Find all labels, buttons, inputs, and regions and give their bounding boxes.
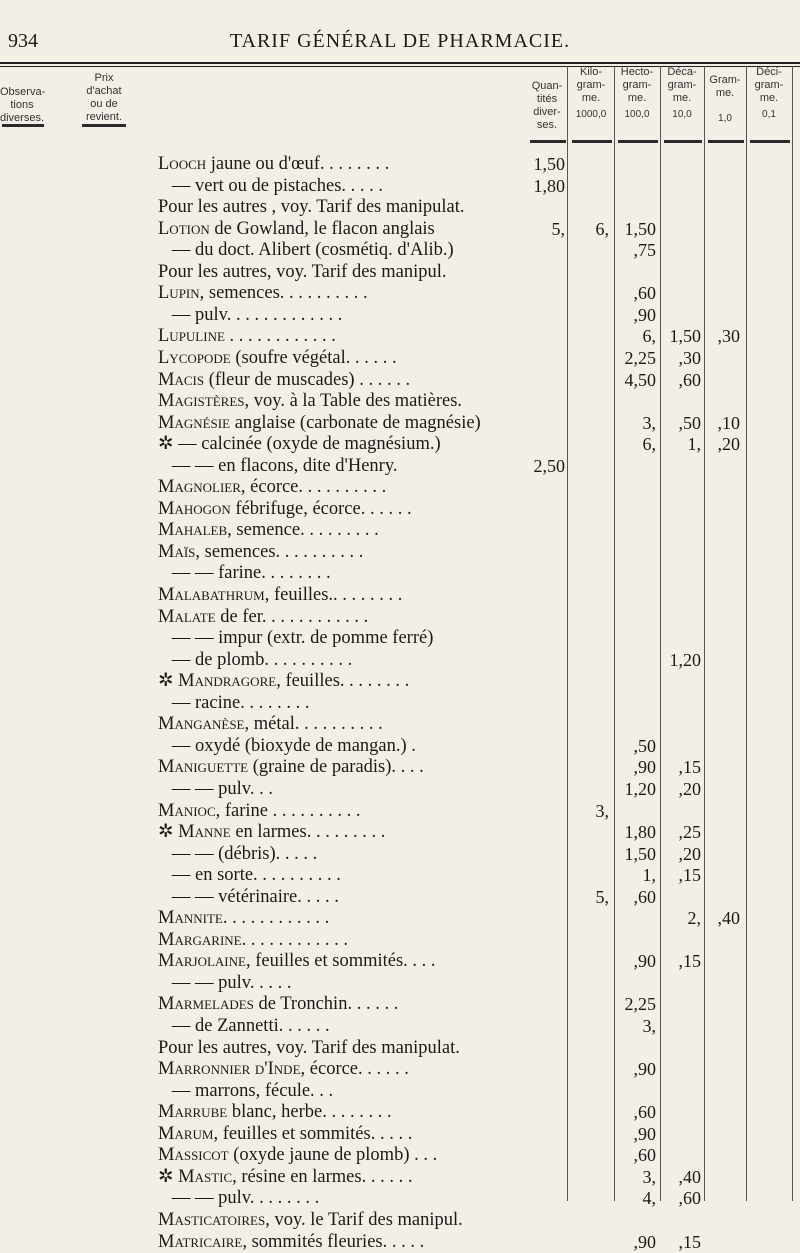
price-d: ,15	[678, 757, 701, 778]
header-bar	[572, 140, 612, 143]
table-row	[0, 519, 800, 541]
entry-text: — du doct. Alibert (cosmétiq. d'Alib.)	[158, 240, 454, 261]
entry-text: en larmes. . . . . . . . .	[230, 822, 386, 843]
col-prix: Prix d'achat ou de revient.	[85, 72, 123, 123]
entry-text: jaune ou d'œuf. . . . . . . .	[206, 154, 390, 174]
row-label	[158, 972, 528, 994]
col-quantites: Quan- tités diver- ses.	[531, 80, 563, 131]
price-h: ,90	[633, 1231, 656, 1252]
row-label	[158, 843, 528, 865]
entry-text: blanc, herbe. . . . . . . .	[227, 1102, 392, 1123]
table-row	[0, 627, 800, 649]
row-label	[158, 692, 528, 714]
table-row	[0, 304, 800, 326]
entry-text: Pour les autres , voy. Tarif des manipulat.	[158, 197, 465, 218]
row-label	[158, 864, 528, 886]
table-row	[0, 649, 800, 671]
entry-text: — — pulv. . .	[158, 778, 273, 799]
price-k: 5,	[595, 886, 609, 907]
price-k: 3,	[595, 800, 609, 821]
price-h: ,50	[633, 735, 656, 756]
price-h: ,90	[633, 1123, 656, 1144]
entry-text: ✲ — calcinée (oxyde de magnésium.)	[158, 434, 441, 455]
entry-name: Maniguette	[158, 757, 249, 778]
table-row	[0, 196, 800, 218]
table-row	[0, 1080, 800, 1102]
price-h: 2,25	[624, 994, 656, 1015]
entry-name: Malate	[158, 606, 216, 627]
row-label	[158, 1231, 528, 1253]
row-label	[158, 649, 528, 671]
header-bar	[750, 140, 790, 143]
entry-text: — — impur (extr. de pomme ferré)	[158, 628, 434, 649]
price-h: ,90	[633, 757, 656, 778]
entry-name: Marmelades	[158, 994, 254, 1015]
col-gramme	[705, 74, 745, 125]
price-h: ,60	[633, 1102, 656, 1123]
entry-text: — — en flacons, dite d'Henry.	[158, 455, 398, 476]
entry-text: de Gowland, le flacon anglais	[209, 218, 435, 239]
table-row	[0, 347, 800, 369]
entry-name: Marjolaine	[158, 951, 246, 972]
col-deca-value: 10,0	[672, 109, 692, 120]
entry-text: — pulv. . . . . . . . . . . . .	[158, 304, 343, 325]
table-row	[0, 1123, 800, 1145]
col-deci-label: Déci- gram- me.	[754, 66, 784, 104]
table-row	[0, 498, 800, 520]
header-bar	[664, 140, 702, 143]
header-bar	[530, 140, 566, 143]
table-row	[0, 325, 800, 347]
row-label	[158, 1037, 528, 1059]
table-row	[0, 864, 800, 886]
header-bar	[82, 124, 126, 127]
header-bar	[2, 124, 44, 127]
page-header	[0, 30, 800, 58]
row-label	[158, 778, 528, 800]
entry-text: , semences. . . . . . . . . .	[195, 541, 364, 562]
price-d: 1,20	[669, 649, 701, 670]
row-label	[158, 735, 528, 757]
table-row	[0, 261, 800, 283]
entry-text: , feuilles.. . . . . . . .	[264, 585, 403, 605]
table-row	[0, 800, 800, 822]
entry-name: Magnésie	[158, 412, 231, 433]
table-row	[0, 1209, 800, 1231]
row-label	[158, 993, 528, 1015]
price-h: 3,	[642, 412, 656, 433]
entry-name: Manioc	[158, 800, 216, 821]
row-label	[158, 1123, 528, 1145]
header-rule	[0, 62, 800, 64]
entry-text: , métal. . . . . . . . . .	[244, 714, 383, 735]
col-deci-value: 0,1	[762, 109, 776, 120]
table-row	[0, 412, 800, 434]
entry-text: — de plomb. . . . . . . . . .	[158, 649, 353, 670]
row-label	[158, 584, 528, 606]
entry-text: — en sorte. . . . . . . . . .	[158, 865, 341, 886]
price-h: ,60	[633, 283, 656, 304]
entry-text: — de Zannetti. . . . . .	[158, 1016, 330, 1036]
entry-text: — racine. . . . . . . .	[158, 692, 310, 713]
entry-text: . . . . . . . . . . . .	[222, 908, 330, 929]
row-label	[158, 519, 528, 541]
entry-name: Lotion	[158, 218, 210, 239]
price-q: 5,	[551, 218, 565, 239]
row-label	[158, 412, 528, 434]
entry-text: (graine de paradis). . . .	[248, 757, 424, 778]
table-row	[0, 972, 800, 994]
entry-text: de fer. . . . . . . . . . . .	[215, 606, 369, 627]
row-label	[158, 153, 528, 175]
col-deci	[747, 66, 791, 121]
row-label	[158, 821, 528, 843]
table-row	[0, 455, 800, 477]
entry-text: , résine en larmes. . . . . .	[232, 1166, 413, 1187]
row-label	[158, 455, 528, 477]
entry-text: (fleur de muscades) . . . . . .	[204, 369, 411, 390]
row-label	[158, 562, 528, 584]
page-title: TARIF GÉNÉRAL DE PHARMACIE.	[229, 30, 571, 52]
entry-text: , feuilles. . . . . . . .	[276, 671, 410, 692]
price-d: ,25	[678, 822, 701, 843]
price-d: ,15	[678, 1231, 701, 1252]
entry-text: . . . . . . . . . . . .	[224, 326, 336, 347]
price-h: ,90	[633, 1059, 656, 1080]
price-h: ,75	[633, 240, 656, 261]
table-row	[0, 713, 800, 735]
entry-text: Pour les autres, voy. Tarif des manipul.	[158, 261, 447, 282]
table-row	[0, 541, 800, 563]
entry-name: Masticatoires	[158, 1209, 266, 1230]
entry-name: Margarine	[158, 929, 242, 950]
row-label	[158, 175, 528, 197]
col-kilo-value: 1000,0	[575, 109, 607, 120]
price-h: 2,25	[624, 347, 656, 368]
table-row	[0, 433, 800, 455]
entry-text: , farine . . . . . . . . . .	[215, 800, 361, 821]
price-d: ,20	[678, 778, 701, 799]
table-row	[0, 1166, 800, 1188]
price-d: 1,50	[669, 326, 701, 347]
row-label	[158, 929, 528, 951]
price-d: ,15	[678, 951, 701, 972]
row-label	[158, 1080, 528, 1102]
entry-text: de Tronchin. . . . . .	[253, 994, 399, 1015]
page-number: 934	[8, 30, 38, 52]
entry-text: — oxydé (bioxyde de mangan.) .	[158, 735, 416, 756]
table-row	[0, 692, 800, 714]
entry-name: ✲ Manne	[158, 822, 231, 843]
table-row	[0, 1144, 800, 1166]
row-label	[158, 369, 528, 391]
row-label	[158, 950, 528, 972]
row-label	[158, 1101, 528, 1123]
row-label	[158, 756, 528, 778]
price-h: 1,80	[624, 822, 656, 843]
entry-name: Mahaleb	[158, 520, 228, 541]
table-row	[0, 993, 800, 1015]
price-d: ,60	[678, 1188, 701, 1209]
price-d: ,60	[678, 369, 701, 390]
col-kilo-label: Kilo- gram- me.	[576, 66, 606, 104]
price-h: ,60	[633, 886, 656, 907]
table-row	[0, 843, 800, 865]
row-label	[158, 627, 528, 649]
table-row	[0, 218, 800, 240]
entry-text: — — (débris). . . . .	[158, 843, 318, 864]
col-hecto-value: 100,0	[624, 109, 650, 120]
table-row	[0, 950, 800, 972]
price-d: ,40	[678, 1166, 701, 1187]
entry-name: Marronnier d'Inde	[158, 1059, 301, 1080]
price-g: ,30	[717, 326, 740, 347]
entry-text: anglaise (carbonate de magnésie)	[230, 412, 481, 433]
entry-text: , écorce. . . . . .	[300, 1059, 409, 1080]
price-q: 1,80	[533, 175, 565, 196]
table-row	[0, 606, 800, 628]
price-h: ,90	[633, 951, 656, 972]
row-label	[158, 670, 528, 692]
entry-text: — — farine. . . . . . . .	[158, 563, 331, 584]
price-h: 4,	[642, 1188, 656, 1209]
table-row	[0, 778, 800, 800]
table-row	[0, 1231, 800, 1253]
price-h: 1,50	[624, 843, 656, 864]
row-label	[158, 1166, 528, 1188]
entry-text: . . . . . . . . . . . .	[241, 929, 348, 950]
table-row	[0, 1037, 800, 1059]
row-label	[158, 1058, 528, 1080]
table-row	[0, 369, 800, 391]
price-h: 1,20	[624, 778, 656, 799]
table-row	[0, 175, 800, 197]
entry-name: Macis	[158, 369, 205, 390]
row-label	[158, 218, 528, 240]
entry-text: fébrifuge, écorce. . . . . .	[230, 498, 412, 519]
row-label	[158, 196, 528, 218]
row-label	[158, 347, 528, 369]
table-row	[0, 821, 800, 843]
entry-text: (soufre végétal. . . . . .	[230, 347, 397, 368]
entry-text: — vert ou de pistaches. . . . .	[158, 175, 384, 196]
entry-name: Maïs	[158, 541, 196, 562]
table-row	[0, 153, 800, 175]
table-row	[0, 1187, 800, 1209]
entry-text: — — pulv. . . . . . . .	[158, 1188, 320, 1209]
col-observations: Observa- tions diverses.	[0, 86, 46, 124]
row-label	[158, 304, 528, 326]
row-label	[158, 1015, 528, 1037]
entry-text: , feuilles et sommités. . . .	[245, 951, 436, 972]
table-row	[0, 282, 800, 304]
row-label	[158, 433, 528, 455]
col-gramme-value: 1,0	[718, 113, 732, 124]
table-row	[0, 929, 800, 951]
row-label	[158, 476, 528, 498]
table-row	[0, 390, 800, 412]
table-row	[0, 1015, 800, 1037]
col-kilo	[569, 66, 613, 121]
price-d: ,50	[678, 412, 701, 433]
price-h: 4,50	[624, 369, 656, 390]
row-label	[158, 498, 528, 520]
entry-text: , voy. le Tarif des manipul.	[265, 1209, 463, 1230]
table-row	[0, 756, 800, 778]
entry-text: — — pulv. . . . .	[158, 972, 292, 993]
price-h: 6,	[642, 326, 656, 347]
price-h: 1,50	[624, 218, 656, 239]
table-row	[0, 1058, 800, 1080]
row-label	[158, 239, 528, 261]
price-d: 2,	[687, 908, 701, 929]
entry-name: Magistères	[158, 391, 245, 412]
entry-name: Marum	[158, 1123, 214, 1144]
entry-text: (oxyde jaune de plomb) . . .	[228, 1145, 438, 1166]
col-deca-label: Déca- gram- me.	[667, 66, 697, 104]
row-label	[158, 800, 528, 822]
entry-text: , voy. à la Table des matières.	[244, 391, 463, 412]
price-d: ,15	[678, 865, 701, 886]
price-h: ,90	[633, 304, 656, 325]
entry-name: Magnolier	[158, 477, 241, 498]
row-label	[158, 606, 528, 628]
entry-text: , semences. . . . . . . . . .	[199, 283, 368, 304]
row-label	[158, 1209, 528, 1231]
price-g: ,10	[717, 412, 740, 433]
entry-text: Pour les autres, voy. Tarif des manipulat.	[158, 1037, 460, 1058]
entry-name: Lupin	[158, 283, 200, 304]
col-hecto	[615, 66, 659, 121]
table-row	[0, 735, 800, 757]
header-bar	[618, 140, 658, 143]
row-label	[158, 325, 528, 347]
row-label	[158, 261, 528, 283]
price-g: ,20	[717, 434, 740, 455]
entry-name: Mahogon	[158, 498, 231, 519]
entry-text: , écorce. . . . . . . . . .	[240, 477, 387, 498]
price-h: ,60	[633, 1145, 656, 1166]
col-hecto-label: Hecto- gram- me.	[620, 66, 654, 104]
row-label	[158, 1187, 528, 1209]
price-d: ,20	[678, 843, 701, 864]
row-label	[158, 1144, 528, 1166]
col-deca	[661, 66, 703, 121]
entry-name: Lycopode	[158, 347, 231, 368]
entry-name: Malabathrum	[158, 585, 265, 605]
entry-name: Matricaire	[158, 1231, 243, 1252]
price-h: 6,	[642, 434, 656, 455]
entry-name: Marrube	[158, 1102, 228, 1123]
price-q: 2,50	[533, 455, 565, 476]
entry-name: Lupuline	[158, 326, 225, 347]
price-d: ,30	[678, 347, 701, 368]
entry-text: , semence. . . . . . . . .	[227, 520, 379, 541]
entry-text: — marrons, fécule. . .	[158, 1080, 334, 1101]
price-d: 1,	[687, 434, 701, 455]
table-row	[0, 886, 800, 908]
header-bar	[708, 140, 744, 143]
table-row	[0, 239, 800, 261]
entry-name: Mannite	[158, 908, 223, 929]
row-label	[158, 282, 528, 304]
table-row	[0, 907, 800, 929]
table-row	[0, 584, 800, 606]
table-row	[0, 670, 800, 692]
entry-name: Looch	[158, 154, 207, 174]
row-label	[158, 390, 528, 412]
row-label	[158, 907, 528, 929]
price-g: ,40	[717, 908, 740, 929]
entry-text: — — vétérinaire. . . . .	[158, 886, 339, 907]
price-q: 1,50	[533, 154, 565, 174]
price-h: 1,	[642, 865, 656, 886]
entry-name: ✲ Mastic	[158, 1166, 233, 1187]
entry-name: Massicot	[158, 1145, 229, 1166]
entry-text: , feuilles et sommités. . . . .	[213, 1123, 413, 1144]
table-row	[0, 1101, 800, 1123]
row-label	[158, 713, 528, 735]
table-row	[0, 476, 800, 498]
table-row	[0, 562, 800, 584]
price-h: 3,	[642, 1166, 656, 1187]
row-label	[158, 541, 528, 563]
col-gramme-label: Gram- me.	[709, 74, 741, 99]
entry-name: Manganèse	[158, 714, 245, 735]
entry-text: , sommités fleuries. . . . .	[242, 1231, 425, 1252]
price-k: 6,	[595, 218, 609, 239]
entry-name: ✲ Mandragore	[158, 671, 277, 692]
price-h: 3,	[642, 1016, 656, 1036]
row-label	[158, 886, 528, 908]
